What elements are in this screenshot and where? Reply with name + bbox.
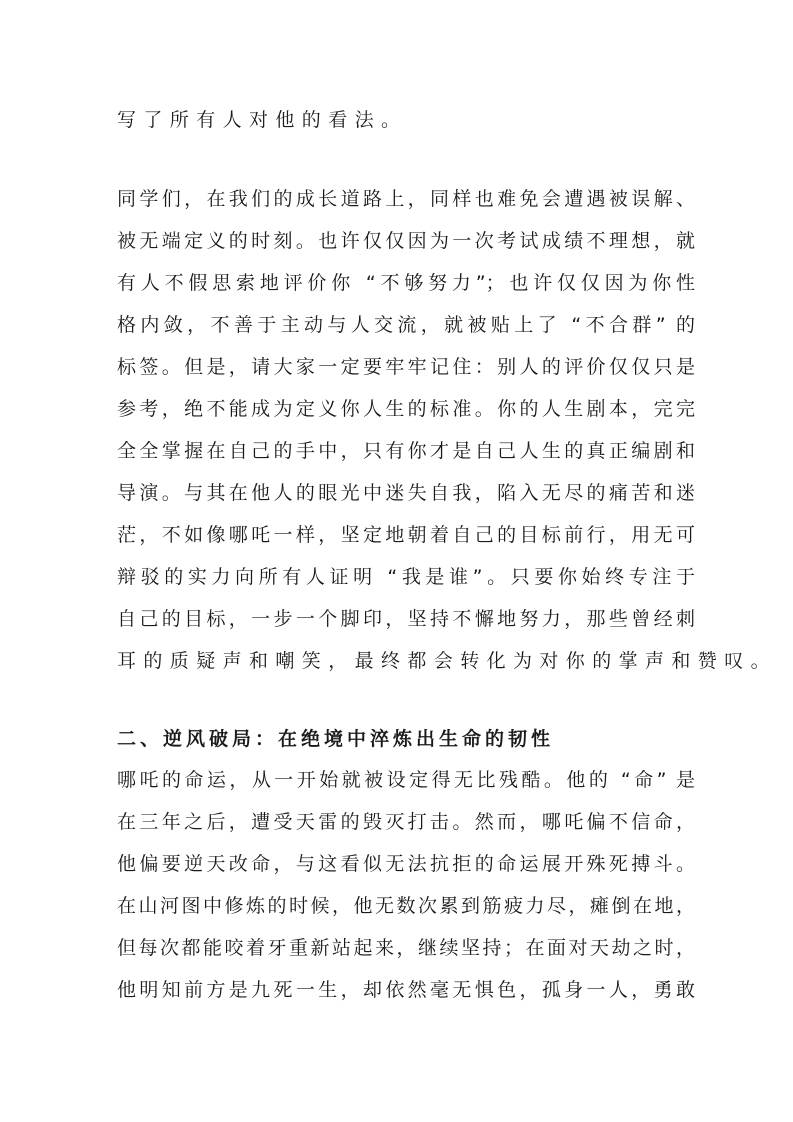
text-line: 导演。与其在他人的眼光中迷失自我，陷入无尽的痛苦和迷 <box>117 482 695 504</box>
document-page <box>117 99 778 1011</box>
text-line: 标签。但是，请大家一定要牢牢记住：别人的评价仅仅只是 <box>117 356 695 378</box>
text-line: 他偏要逆天改命，与这看似无法抗拒的命运展开殊死搏斗。 <box>117 853 695 875</box>
text-line: 参考，绝不能成为定义你人生的标准。你的人生剧本，完完 <box>117 398 695 420</box>
text-line: 在三年之后，遭受天雷的毁灭打击。然而，哪吒偏不信命， <box>117 811 695 833</box>
text-line: 耳的质疑声和嘲笑，最终都会转化为对你的掌声和赞叹。 <box>117 650 778 672</box>
text-line: 哪吒的命运，从一开始就被设定得无比残酷。他的 “命” 是 <box>117 769 695 791</box>
text-line: 有人不假思索地评价你 “不够努力”；也许仅仅因为你性 <box>117 272 695 294</box>
text-line: 格内敛，不善于主动与人交流，就被贴上了 “不合群” 的 <box>117 314 695 336</box>
section-heading: 二、逆风破局：在绝境中淬炼出生命的韧性 <box>117 728 555 750</box>
text-line: 被无端定义的时刻。也许仅仅因为一次考试成绩不理想，就 <box>117 230 695 252</box>
text-line: 同学们，在我们的成长道路上，同样也难免会遭遇被误解、 <box>117 188 695 210</box>
text-line: 茫，不如像哪吒一样，坚定地朝着自己的目标前行，用无可 <box>117 524 695 546</box>
paragraph-1 <box>117 99 695 141</box>
text-line: 全全掌握在自己的手中，只有你才是自己人生的真正编剧和 <box>117 440 695 462</box>
paragraph-2 <box>117 178 778 682</box>
text-line: 但每次都能咬着牙重新站起来，继续坚持；在面对天劫之时， <box>117 937 695 959</box>
text-line: 他明知前方是九死一生，却依然毫无惧色，孤身一人，勇敢 <box>117 979 695 1001</box>
text-line: 辩驳的实力向所有人证明 “我是谁”。只要你始终专注于 <box>117 566 695 588</box>
text-line: 自己的目标，一步一个脚印，坚持不懈地努力，那些曾经刺 <box>117 608 695 630</box>
text-line: 写了所有人对他的看法。 <box>117 109 408 131</box>
text-line: 在山河图中修炼的时候，他无数次累到筋疲力尽，瘫倒在地， <box>117 895 695 917</box>
paragraph-3 <box>117 759 695 1011</box>
